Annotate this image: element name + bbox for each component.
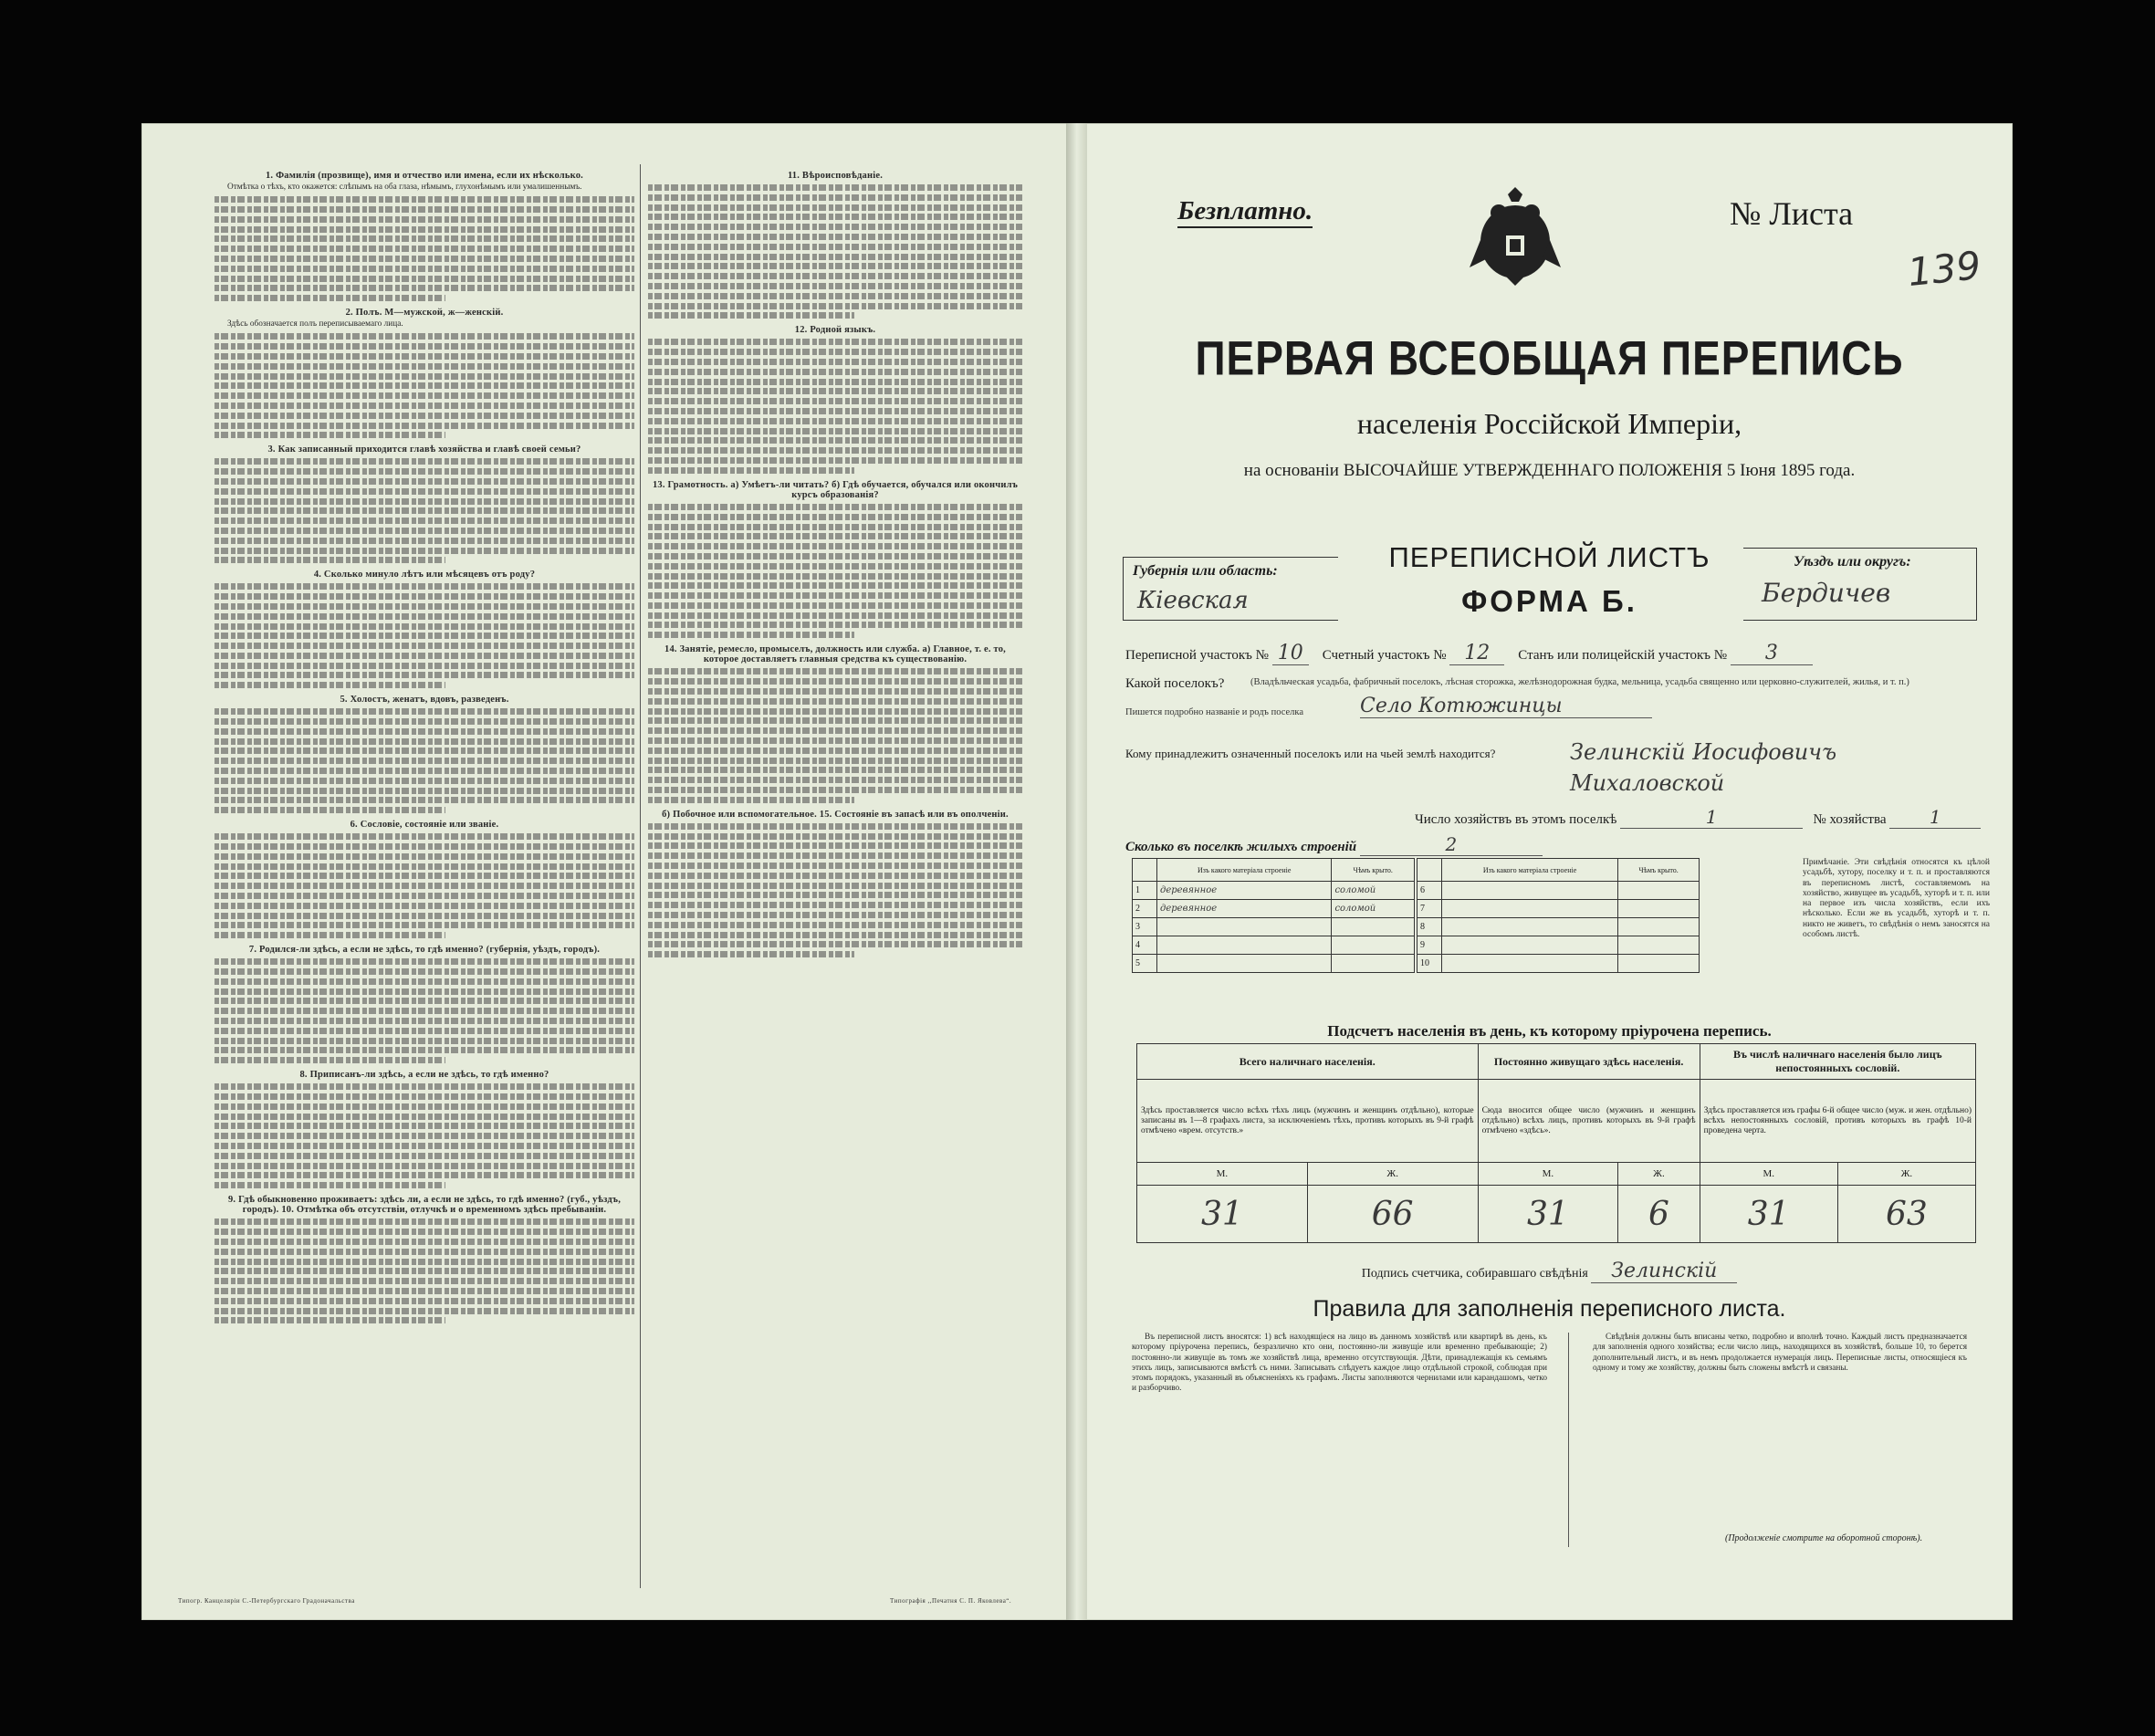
roof-header-2: Чѣмъ крыто.	[1618, 859, 1700, 882]
population-count-table	[1136, 1043, 1976, 1243]
building-number: 5	[1133, 955, 1157, 973]
household-number-label: № хозяйства	[1813, 812, 1887, 827]
building-row	[1417, 936, 1700, 955]
fine-print-block	[214, 196, 634, 301]
count-district-value: 12	[1449, 642, 1504, 665]
building-material: деревянное	[1157, 882, 1332, 900]
owner-value: Зелинскій Иосифовичъ Михаловской	[1570, 739, 1837, 796]
building-number: 7	[1417, 900, 1442, 918]
instruction-heading: 2. Полъ. М—мужской, ж—женскій.	[345, 308, 504, 319]
building-number: 4	[1133, 936, 1157, 955]
buildings-label: Сколько въ поселкѣ жилыхъ строеній	[1125, 840, 1357, 854]
building-material	[1442, 900, 1618, 918]
instruction-heading: 3. Как записанный приходится главѣ хозяйства и главѣ своей семьи?	[267, 444, 581, 455]
census-sheet-heading: ПЕРЕПИСНОЙ ЛИСТЪ	[1388, 541, 1710, 573]
female-count: 63	[1837, 1186, 1975, 1243]
building-row	[1133, 936, 1415, 955]
instruction-heading: 5. Холостъ, женатъ, вдовъ, разведенъ.	[340, 695, 509, 706]
building-material	[1157, 955, 1332, 973]
instruction-heading: 14. Занятіе, ремесло, промыселъ, должность или служба. а) Главное, т. е. то, которое доставляетъ главныя средства къ существованію.	[664, 644, 1006, 665]
building-roof	[1618, 955, 1700, 973]
building-row	[1417, 900, 1700, 918]
instruction-section	[648, 810, 1022, 957]
female-column-label: Ж.	[1307, 1163, 1478, 1186]
column-divider	[640, 164, 641, 1588]
instruction-text: Отмѣтка о тѣхъ, кто окажется: слѣпымъ на оба глаза, нѣмымъ, глухонѣмымъ или умалишеннымъ.	[227, 183, 582, 193]
instructions-column-2	[648, 164, 1022, 957]
count-district-label: Счетный участокъ №	[1322, 648, 1447, 663]
building-row	[1133, 882, 1415, 900]
settlement-line	[1125, 676, 1224, 692]
instruction-section	[648, 480, 1022, 639]
legal-basis: на основаніи ВЫСОЧАЙШЕ УТВЕРЖДЕННАГО ПОЛОЖЕНІЯ 5 Іюня 1895 года.	[1243, 461, 1856, 480]
buildings-value: 2	[1360, 833, 1543, 856]
building-roof: соломой	[1332, 900, 1415, 918]
census-district-label: Переписной участокъ №	[1125, 648, 1269, 663]
district-label: Уѣздъ или округъ:	[1794, 554, 1911, 570]
building-roof	[1618, 882, 1700, 900]
owner-line	[1125, 747, 1495, 761]
male-count: 31	[1700, 1186, 1837, 1243]
building-row	[1417, 882, 1700, 900]
owner-label: Кому принадлежитъ означенный поселокъ или на чьей землѣ находится?	[1125, 747, 1496, 760]
material-header-2: Изъ какого матеріала строеніе	[1442, 859, 1618, 882]
rules-column-2	[1593, 1333, 1967, 1374]
district-numbers-line	[1125, 642, 1813, 665]
building-material	[1442, 918, 1618, 936]
buildings-table-2	[1417, 858, 1700, 973]
building-material	[1442, 955, 1618, 973]
building-roof	[1332, 918, 1415, 936]
instruction-heading: 6. Сословіе, состояніе или званіе.	[350, 820, 499, 831]
signature-value: Зелинскій	[1591, 1260, 1737, 1283]
count-group-header: Постоянно живущаго здѣсь населенія.	[1478, 1044, 1700, 1080]
fine-print-block	[214, 333, 634, 438]
left-page	[141, 123, 1068, 1620]
rules-title: Правила для заполненія переписного листа.	[1313, 1296, 1786, 1322]
fine-print-block	[648, 184, 1022, 319]
count-group-header: Всего наличнаго населенія.	[1137, 1044, 1479, 1080]
instruction-section	[648, 644, 1022, 803]
instruction-section	[214, 444, 634, 563]
count-group-description: Здѣсь проставляется изъ графы 6-й общее число (муж. и жен. отдѣльно) всѣхъ непостоянныхъ сословій, противъ которыхъ въ графѣ 10-й проведена черта.	[1700, 1080, 1975, 1163]
male-column-label: М.	[1137, 1163, 1308, 1186]
settlement-hint-2: Пишется подробно названіе и родъ поселка	[1125, 707, 1304, 717]
instruction-text: Здѣсь обозначается полъ переписываемаго лица.	[227, 319, 403, 329]
enumerator-signature-line	[1086, 1260, 2013, 1283]
district-box	[1743, 548, 1977, 621]
building-number: 9	[1417, 936, 1442, 955]
building-row	[1133, 955, 1415, 973]
instruction-heading: 8. Приписанъ-ли здѣсь, а если не здѣсь, то гдѣ именно?	[299, 1070, 549, 1081]
building-number: 3	[1133, 918, 1157, 936]
sheet-number-label: № Листа	[1730, 195, 1854, 232]
instructions-column-1	[214, 164, 634, 1323]
buildings-line	[1125, 833, 1543, 856]
building-row	[1133, 918, 1415, 936]
building-material	[1442, 882, 1618, 900]
double-headed-eagle-emblem	[1470, 185, 1561, 286]
instruction-heading: 11. Вѣроисповѣданіе.	[787, 171, 884, 181]
female-column-label: Ж.	[1618, 1163, 1700, 1186]
rules-text-1: Въ переписной листъ вносятся: 1) всѣ находящіеся на лицо въ данномъ хозяйствѣ или квартирѣ въ день, къ которому пріурочена перепись, безразлично кто они, постоянно-ли живущіе или временно пребывающіе; 2) постоянно-ли живущіе въ томъ же хозяйствѣ лица, временно отсутствующія. Дѣти, принадлежащія къ семьямъ этихъ лицъ, записываются вмѣстѣ съ ними. Записывать слѣдуетъ каждое лицо отдѣльной строкой, соблюдая при этомъ порядокъ, указанный въ объясненіяхъ къ графамъ. Листы заполняются чернилами или карандашомъ, четко и разборчиво.	[1132, 1333, 1547, 1394]
building-number: 1	[1133, 882, 1157, 900]
police-district-label: Станъ или полицейскій участокъ №	[1518, 648, 1728, 663]
building-row	[1417, 918, 1700, 936]
instruction-section	[214, 1195, 634, 1323]
fine-print-block	[648, 504, 1022, 638]
male-column-label: М.	[1478, 1163, 1618, 1186]
building-roof	[1618, 936, 1700, 955]
instruction-heading: б) Побочное или вспомогательное. 15. Состояніе въ запасѣ или въ ополченіи.	[662, 809, 1009, 820]
building-material	[1442, 936, 1618, 955]
instruction-section	[648, 171, 1022, 319]
building-roof	[1618, 918, 1700, 936]
household-number-value: 1	[1889, 806, 1981, 829]
instruction-heading: 1. Фамилія (прозвище), имя и отчество или имена, если их нѣсколько.	[265, 171, 583, 181]
instruction-heading: 7. Родился-ли здѣсь, а если не здѣсь, то гдѣ именно? (губернія, уѣздъ, городъ).	[248, 945, 601, 956]
rules-divider	[1568, 1333, 1569, 1547]
building-row	[1133, 900, 1415, 918]
female-column-label: Ж.	[1837, 1163, 1975, 1186]
female-count: 66	[1307, 1186, 1478, 1243]
instruction-section	[214, 820, 634, 938]
fine-print-block	[214, 1218, 634, 1323]
form-type: ФОРМА Б.	[1461, 584, 1637, 618]
form-subtitle: населенія Россійской Имперіи,	[1356, 407, 1742, 440]
fine-print-block	[214, 833, 634, 938]
printer-imprint-left: Типогр. Канцеляріи С.-Петербургскаго Градоначальства	[178, 1597, 355, 1605]
fine-print-block	[214, 708, 634, 813]
fine-print-block	[648, 668, 1022, 802]
settlement-value: Село Котюжинцы	[1360, 695, 1652, 718]
count-group-header: Въ числѣ наличнаго населенія было лицъ непостоянныхъ сословій.	[1700, 1044, 1975, 1080]
building-roof	[1332, 936, 1415, 955]
material-header: Изъ какого матеріала строеніе	[1157, 859, 1332, 882]
households-label: Число хозяйствъ въ этомъ поселкѣ	[1415, 812, 1617, 827]
fine-print-block	[648, 823, 1022, 957]
instruction-section	[214, 171, 634, 301]
rules-column-1	[1132, 1333, 1547, 1395]
building-number: 8	[1417, 918, 1442, 936]
instruction-section	[214, 695, 634, 813]
households-line	[1415, 806, 1981, 829]
building-roof: соломой	[1332, 882, 1415, 900]
population-count-title: Подсчетъ населенія въ день, къ которому пріурочена перепись.	[1327, 1022, 1772, 1040]
building-number: 6	[1417, 882, 1442, 900]
census-district-value: 10	[1272, 642, 1309, 665]
building-row	[1417, 955, 1700, 973]
building-roof	[1618, 900, 1700, 918]
building-number: 10	[1417, 955, 1442, 973]
instruction-heading: 12. Родной языкъ.	[794, 325, 876, 336]
sheet-number-value: 139	[1905, 242, 1983, 296]
building-material	[1157, 936, 1332, 955]
building-number: 2	[1133, 900, 1157, 918]
printer-imprint-right: Типографія ,,Печатня С. П. Яковлева“.	[890, 1597, 1012, 1605]
governorate-label: Губернія или область:	[1133, 563, 1278, 579]
building-material	[1157, 918, 1332, 936]
count-group-description: Здѣсь проставляется число всѣхъ тѣхъ лицъ (мужчинъ и женщинъ отдѣльно), которые записаны въ 1—8 графахъ листа, за исключеніемъ тѣхъ, противъ которыхъ въ 9-й графѣ отмѣчено «врем. отсутств.»	[1137, 1080, 1479, 1163]
instruction-section	[214, 308, 634, 438]
roof-header: Чѣмъ крыто.	[1332, 859, 1415, 882]
male-count: 31	[1137, 1186, 1308, 1243]
police-district-value: 3	[1731, 642, 1813, 665]
instruction-heading: 4. Сколько минуло лѣтъ или мѣсяцевъ отъ роду?	[313, 570, 536, 580]
instruction-section	[648, 325, 1022, 473]
settlement-label: Какой поселокъ?	[1125, 676, 1225, 691]
instruction-heading: 13. Грамотность. а) Умѣетъ-ли читать? б) Гдѣ обучается, обучался или окончилъ курсъ образованія?	[652, 479, 1019, 500]
instruction-section	[214, 1070, 634, 1188]
fine-print-block	[214, 458, 634, 563]
continuation-note: (Продолженіе смотрите на оборотной сторонѣ).	[1725, 1533, 1923, 1543]
census-form-page	[1086, 123, 2013, 1620]
signature-label: Подпись счетчика, собиравшаго свѣдѣнія	[1361, 1267, 1588, 1281]
instruction-section	[214, 945, 634, 1063]
free-label: Безплатно.	[1177, 196, 1313, 228]
building-roof	[1332, 955, 1415, 973]
building-material: деревянное	[1157, 900, 1332, 918]
count-group-description: Сюда вносится общее число (мужчинъ и женщинъ отдѣльно) всѣхъ лицъ, противъ которыхъ въ 9-й графѣ отмѣчено «здѣсь».	[1478, 1080, 1700, 1163]
district-value: Бердичев	[1762, 578, 1891, 608]
households-value: 1	[1620, 806, 1803, 829]
instruction-section	[214, 570, 634, 688]
buildings-table-1	[1132, 858, 1415, 973]
rules-text-2: Свѣдѣнія должны быть вписаны четко, подробно и вполнѣ точно. Каждый листъ предназначается для заполненія одного хозяйства; если число лицъ, находящихся въ хозяйствѣ, больше 10, то берется дополнительный листъ, и въ немъ продолжается нумерація лицъ. Переписные листы, относящіеся къ одному и тому же хозяйству, должны быть сложены вмѣстѣ и связаны.	[1593, 1333, 1967, 1373]
female-count: 6	[1618, 1186, 1700, 1243]
instruction-heading: 9. Гдѣ обыкновенно проживаетъ: здѣсь ли, а если не здѣсь, то гдѣ именно? (губ., уѣздъ, городъ). 10. Отмѣтка объ отсутствіи, отлучкѣ и о временномъ здѣсь пребываніи.	[227, 1195, 622, 1216]
governorate-value: Кіевская	[1137, 587, 1249, 614]
male-count: 31	[1478, 1186, 1618, 1243]
form-title: ПЕРВАЯ ВСЕОБЩАЯ ПЕРЕПИСЬ	[1195, 330, 1904, 385]
settlement-hint: (Владѣльческая усадьба, фабричный поселокъ, лѣсная сторожка, желѣзнодорожная будка, мельница, усадьба священно или церковно-служителей, жилья, и т. п.)	[1250, 677, 1909, 687]
fine-print-block	[214, 1083, 634, 1188]
fine-print-block	[214, 583, 634, 688]
buildings-remark: Примѣчаніе. Эти свѣдѣнія относятся къ цѣлой усадьбѣ, хутору, поселку и т. п. и проставляются въ переписномъ листѣ, составляемомъ на хозяйство, живущее въ усадьбѣ, хуторѣ и т. п. или на первое изъ числа хозяйствъ, если ихъ нѣсколько. Если же въ усадьбѣ, хуторѣ и т. п. никто не живетъ, то свѣдѣнія о немъ заносятся на особомъ листѣ.	[1803, 858, 1990, 940]
fine-print-block	[648, 339, 1022, 473]
male-column-label: М.	[1700, 1163, 1837, 1186]
fine-print-block	[214, 958, 634, 1063]
